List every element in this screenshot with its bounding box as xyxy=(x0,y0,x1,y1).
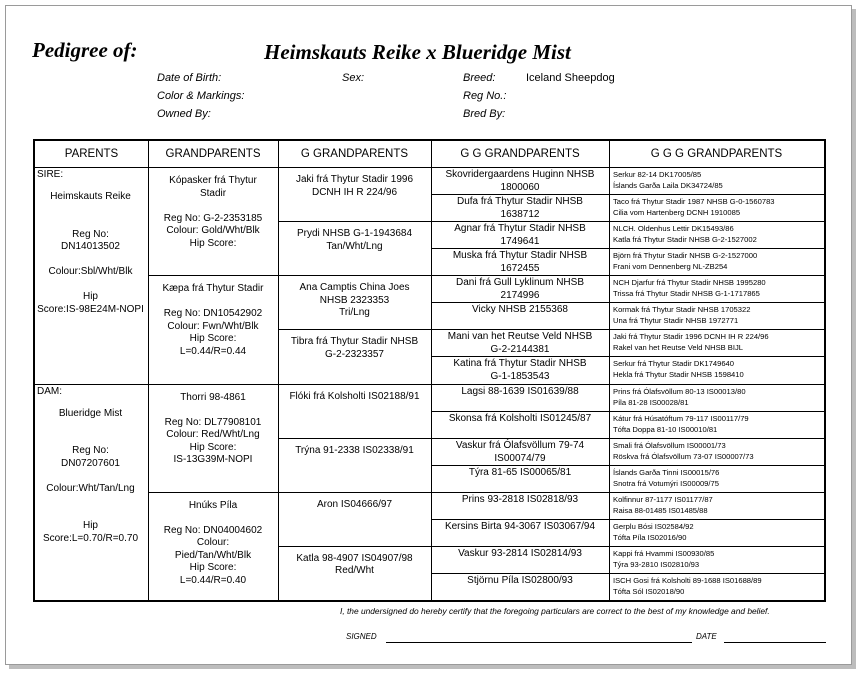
date-line xyxy=(724,642,826,643)
cell-line: Trýna 91-2338 IS02338/91 xyxy=(295,444,414,456)
cell-line: Smali frá Ólafsvöllum IS00001/73 xyxy=(613,440,726,450)
cell-line: Kormak frá Thytur Stadir NHSB 1705322 xyxy=(613,305,751,315)
cell-line: Týra 93-2810 IS02810/93 xyxy=(613,559,700,569)
cell-line xyxy=(35,254,146,267)
cell-line: Colour:Wht/Tan/Lng xyxy=(46,482,135,494)
cell-line xyxy=(35,420,146,433)
cell-line: Frani vom Dennenberg NL-ZB254 xyxy=(613,262,728,272)
cell-line: Björn frá Thytur Stadir NHSB G-2-1527000 xyxy=(613,251,758,261)
cell-line xyxy=(35,470,146,483)
cell-line: Score:IS-98E24M-NOPI xyxy=(37,303,144,315)
ggg-grandparent-cell xyxy=(613,413,822,435)
breed-label: Breed: xyxy=(463,72,496,84)
cell-line: Hip xyxy=(82,520,98,531)
cell-line: Serkur frá Thytur Stadir DK1749640 xyxy=(613,359,734,369)
cell-line xyxy=(148,200,278,213)
cell-line: 2174996 xyxy=(500,290,540,302)
great-grandparent-cell xyxy=(278,445,431,458)
cell-line: Tri/Lng xyxy=(339,307,370,319)
sire-tag: SIRE: xyxy=(37,169,64,180)
great-grandparent-cell xyxy=(278,228,431,253)
ggg-grandparent-cell xyxy=(613,196,822,218)
cell-line: Aron IS04666/97 xyxy=(316,498,393,510)
owned-by-label: Owned By: xyxy=(157,108,211,120)
ggg-grandparent-cell xyxy=(613,548,822,570)
cell-line: Kappi frá Hvammi IS00930/85 xyxy=(613,548,715,558)
breed-value: Iceland Sheepdog xyxy=(526,72,615,84)
cell-line: Tófta Sól IS02018/90 xyxy=(613,586,685,596)
cell-line: Tófta Doppa 81-10 IS00010/81 xyxy=(613,424,718,434)
cell-line: Lagsi 88-1639 IS01639/88 xyxy=(461,385,579,397)
cell-line: Tófta Píla IS02016/90 xyxy=(613,532,687,542)
cell-line: Jaki frá Thytur Stadir 1996 xyxy=(295,174,414,185)
dam-tag: DAM: xyxy=(37,385,62,397)
cell-line: DN07207601 xyxy=(61,457,120,469)
header-divider xyxy=(35,167,824,168)
cell-line: Thorri 98-4861 xyxy=(180,391,246,403)
great-grandparent-cell xyxy=(278,336,431,361)
ggg-grandparent-cell xyxy=(613,467,822,489)
cell-line: Vaskur 93-2814 IS02814/93 xyxy=(458,547,582,559)
cell-line xyxy=(35,216,146,229)
cell-line: Skonsa frá Kolsholti IS01245/87 xyxy=(448,412,592,424)
cell-line: Týra 81-65 IS00065/81 xyxy=(468,466,572,478)
grandparent-cell xyxy=(148,283,278,358)
ggg-grandparent-cell xyxy=(613,304,822,326)
cell-line: Prydi NHSB G-1-1943684 xyxy=(296,228,413,240)
dam-cell xyxy=(35,408,146,546)
cell-line: Jaki frá Thytur Stadir 1996 DCNH IH R 224/96 xyxy=(613,332,769,342)
gg-grandparent-cell xyxy=(431,385,609,411)
gg-grandparent-cell xyxy=(431,303,609,329)
cell-line: Kersins Birta 94-3067 IS03067/94 xyxy=(444,520,596,532)
cell-line: L=0.44/R=0.40 xyxy=(179,574,247,586)
gg-grandparent-cell xyxy=(431,195,609,221)
bred-by-label: Bred By: xyxy=(463,108,506,120)
cell-line: Íslands Garða Tinni IS00015/76 xyxy=(613,467,720,477)
cell-line: Skovridergaardens Huginn NHSB xyxy=(445,169,595,180)
cell-line: Colour: Red/Wht/Lng xyxy=(166,429,260,440)
cell-line: Colour: Gold/Wht/Blk xyxy=(166,225,260,236)
cell-line: Prins frá Ólafsvöllum 80-13 IS00013/80 xyxy=(613,386,746,396)
gg-grandparent-cell xyxy=(431,520,609,546)
gg-grandparent-cell xyxy=(431,466,609,492)
cell-line: Rakel van het Reutse Veld NHSB BIJL xyxy=(613,343,744,353)
color-markings-label: Color & Markings: xyxy=(157,90,245,102)
cell-line: Íslands Garða Laila DK34724/85 xyxy=(613,181,723,190)
cell-line xyxy=(35,279,146,292)
gg-grandparent-cell xyxy=(431,276,609,302)
cell-line: 1638712 xyxy=(500,209,540,221)
cell-line: Una frá Thytur Stadir NHSB 1972771 xyxy=(613,316,739,326)
gg-grandparent-cell xyxy=(431,222,609,248)
cell-line: Serkur 82-14 DK17005/85 xyxy=(613,170,702,179)
great-grandparent-cell xyxy=(278,282,431,320)
ggg-grandparent-cell xyxy=(613,358,822,380)
ggg-grandparent-cell xyxy=(613,169,822,191)
cell-line: 1749641 xyxy=(500,236,540,248)
cell-line: Gerplu Bósi IS02584/92 xyxy=(613,521,694,531)
gg-grandparent-cell xyxy=(431,439,609,465)
dob-label: Date of Birth: xyxy=(157,72,222,84)
cell-line: Raisa 88-01485 IS01485/88 xyxy=(613,505,708,515)
ggg-grandparent-cell xyxy=(613,575,822,597)
cell-line: Reg No: DN04004602 xyxy=(163,524,263,536)
cell-line: IS00074/79 xyxy=(494,452,546,464)
ggg-grandparent-cell xyxy=(613,494,822,516)
gg-grandparent-cell xyxy=(431,493,609,519)
cell-line: Hip xyxy=(82,291,98,302)
grandparent-cell xyxy=(148,392,278,467)
cell-line: Pied/Tan/Wht/Blk xyxy=(174,549,252,561)
cell-line: Mani van het Reutse Veld NHSB xyxy=(447,331,593,343)
cell-line: Prins 93-2818 IS02818/93 xyxy=(461,493,579,505)
ggg-grandparent-cell xyxy=(613,223,822,245)
cell-line: Katla frá Thytur Stadir NHSB G-2-1527002 xyxy=(613,235,757,245)
cell-line: Tibra frá Thytur Stadir NHSB xyxy=(290,336,419,348)
gg-grandparent-cell xyxy=(431,330,609,356)
cell-line: Agnar frá Thytur Stadir NHSB xyxy=(454,223,586,235)
cell-line xyxy=(35,508,146,521)
cell-line: Vaskur frá Ólafsvöllum 79-74 xyxy=(455,439,585,451)
ggg-grandparent-cell xyxy=(613,331,822,353)
cell-line xyxy=(148,404,278,417)
cell-line: DN14013502 xyxy=(61,241,120,252)
gg-grandparent-cell xyxy=(431,168,609,194)
gg-grandparent-cell xyxy=(431,412,609,438)
cell-line: Stjörnu Píla IS02800/93 xyxy=(467,574,573,586)
cell-line: NLCH. Oldenhus Lettir DK15493/86 xyxy=(613,224,734,234)
column-header: G G GRANDPARENTS xyxy=(460,148,580,160)
ggg-grandparent-cell xyxy=(613,250,822,272)
cell-line: Vicky NHSB 2155368 xyxy=(472,304,568,316)
cell-line: Katla 98-4907 IS04907/98 xyxy=(296,552,413,564)
sire-cell xyxy=(35,191,146,316)
cell-line: Reg No: G-2-2353185 xyxy=(163,212,263,224)
gg-grandparent-cell xyxy=(431,574,609,600)
cell-line: Dani frá Gull Lyklinum NHSB xyxy=(455,277,584,289)
great-grandparent-cell xyxy=(278,499,431,512)
cell-line xyxy=(148,512,278,525)
column-divider xyxy=(609,141,610,600)
cell-line: Flóki frá Kolsholti IS02188/91 xyxy=(289,390,420,402)
cell-line xyxy=(148,296,278,309)
ggg-grandparent-cell xyxy=(613,277,822,299)
cell-line: Score:L=0.70/R=0.70 xyxy=(42,532,139,544)
cell-line: Colour:Sbl/Wht/Blk xyxy=(48,266,133,277)
cell-line: Stadir xyxy=(199,187,227,199)
cell-line: Colour: Fwn/Wht/Blk xyxy=(167,320,259,332)
cell-line: Reg No: DN10542902 xyxy=(163,308,263,320)
column-header: GRANDPARENTS xyxy=(165,148,261,160)
signature-line xyxy=(386,642,692,643)
ggg-grandparent-cell xyxy=(613,521,822,543)
sex-label: Sex: xyxy=(342,72,365,84)
cell-line: Muska frá Thytur Stadir NHSB xyxy=(452,250,588,262)
cell-line: G-1-1853543 xyxy=(490,371,550,383)
cell-line: 1800060 xyxy=(500,182,540,193)
cell-line: NHSB 2323353 xyxy=(319,294,390,306)
cell-line: Kolfinnur 87-1177 IS01177/87 xyxy=(613,494,713,504)
cell-line: L=0.44/R=0.44 xyxy=(179,345,247,357)
cell-line: Colour: xyxy=(196,537,230,549)
cell-line: Hekla frá Thytur Stadir NHSB 1598410 xyxy=(613,370,744,380)
date-label: DATE xyxy=(696,632,717,641)
cell-line: Trissa frá Thytur Stadir NHSB G-1-1717865 xyxy=(613,289,760,299)
certification-text: I, the undersigned do hereby certify that the foregoing particulars are correct to the best of my knowledge and belief. xyxy=(340,606,770,616)
signed-label: SIGNED xyxy=(346,632,377,641)
cell-line: Kæpa frá Thytur Stadir xyxy=(162,283,264,295)
gg-grandparent-cell xyxy=(431,249,609,275)
pedigree-table xyxy=(33,139,826,602)
ggg-grandparent-cell xyxy=(613,440,822,462)
cell-line: Cilia vom Hartenberg DCNH 1910085 xyxy=(613,208,741,218)
cell-line xyxy=(35,495,146,508)
cell-line: Röskva frá Ólafsvöllum 73-07 IS00007/73 xyxy=(613,451,754,461)
cell-line: Tan/Wht/Lng xyxy=(326,240,383,252)
cell-line: Kópasker frá Thytur xyxy=(169,175,257,186)
great-grandparent-cell xyxy=(278,553,431,578)
gg-grandparent-cell xyxy=(431,547,609,573)
cell-line: Blueridge Mist xyxy=(58,407,123,419)
grandparent-cell xyxy=(148,175,278,250)
cell-line: ISCH Gosi frá Kolsholti 89-1688 IS01688/89 xyxy=(613,575,762,585)
column-divider xyxy=(278,141,279,600)
cell-line: Píla 81-28 IS00028/81 xyxy=(613,397,689,407)
cell-line xyxy=(35,433,146,446)
cell-line: Heimskauts Reike xyxy=(50,191,131,202)
column-header: G G G GRANDPARENTS xyxy=(650,148,783,160)
cell-line xyxy=(35,204,146,217)
column-header: G GRANDPARENTS xyxy=(300,148,409,160)
cell-line: Hip Score: xyxy=(189,562,237,574)
cell-line: Hip Score: xyxy=(189,441,237,453)
cell-line: NCH Djarfur frá Thytur Stadir NHSB 1995280 xyxy=(613,278,766,288)
reg-no-label: Reg No.: xyxy=(463,90,507,102)
cell-line: IS-13G39M-NOPI xyxy=(173,454,253,465)
pedigree-label: Pedigree of: xyxy=(32,38,138,62)
pedigree-page xyxy=(5,5,852,665)
cell-line: Reg No: DL77908101 xyxy=(164,416,262,428)
cell-line: Dufa frá Thytur Stadir NHSB xyxy=(457,196,583,208)
column-header: PARENTS xyxy=(64,148,119,160)
cell-line: Reg No: xyxy=(72,228,109,240)
great-grandparent-cell xyxy=(278,391,431,404)
cell-line: Snotra frá Votumýri IS00009/75 xyxy=(613,478,719,488)
cell-line: Hip Score: xyxy=(189,237,237,249)
cell-line: 1672455 xyxy=(500,263,540,275)
cell-line: G-2-2323357 xyxy=(325,348,384,360)
cell-line: Ana Camptis China Joes xyxy=(299,282,410,294)
cell-line: Katina frá Thytur Stadir NHSB xyxy=(453,358,587,370)
cell-line: Taco frá Thytur Stadir 1987 NHSB G-0-1560783 xyxy=(613,197,775,207)
cell-line: DCNH IH R 224/96 xyxy=(311,186,398,198)
pedigree-title: Heimskauts Reike x Blueridge Mist xyxy=(264,40,571,64)
cell-line: Kátur frá Húsatóftum 79-117 IS00117/79 xyxy=(613,413,749,423)
grandparent-cell xyxy=(148,500,278,588)
great-grandparent-cell xyxy=(278,174,431,199)
cell-line: Hnúks Píla xyxy=(188,499,238,511)
cell-line: Red/Wht xyxy=(335,565,374,577)
gg-grandparent-cell xyxy=(431,357,609,383)
cell-line: Hip Score: xyxy=(189,333,237,345)
ggg-grandparent-cell xyxy=(613,386,822,408)
cell-line: G-2-2144381 xyxy=(490,344,550,356)
cell-line: Reg No: xyxy=(72,445,109,456)
